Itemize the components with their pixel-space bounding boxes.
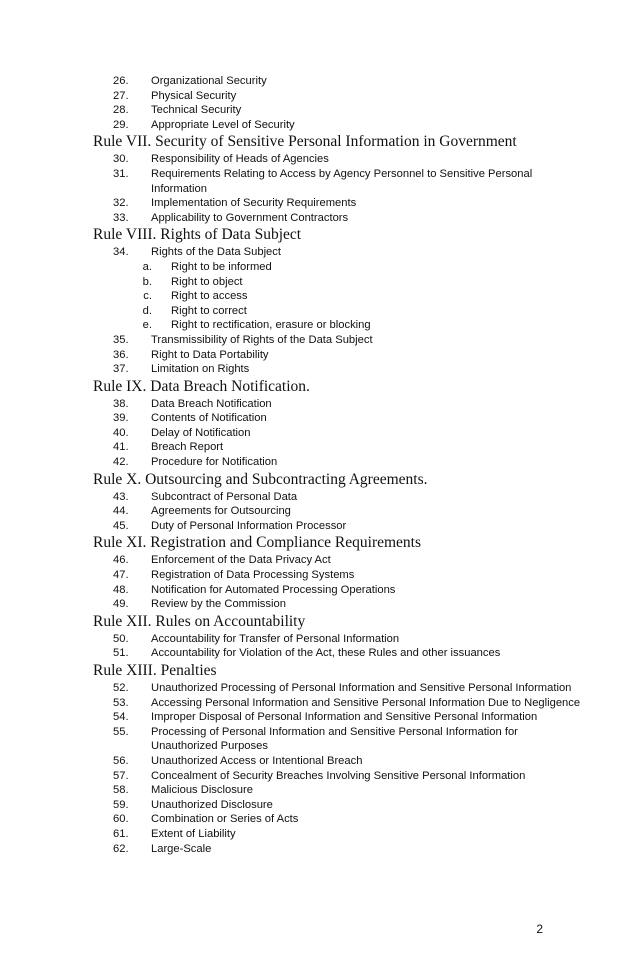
item-number: 50. [113,632,129,645]
item-title: Unauthorized Processing of Personal Information and Sensitive Personal Information [151,682,572,694]
item-title: Subcontract of Personal Data [151,490,298,503]
item-number: 43. [113,490,129,503]
rule-heading: Rule VIII. Rights of Data Subject [93,226,302,244]
page-number: 2 [536,922,543,936]
item-title: Limitation on Rights [151,363,250,376]
item-number: 41. [113,441,129,454]
toc-item [93,842,593,857]
toc-subitem [93,275,593,290]
toc-subitem [93,304,593,319]
toc-item [93,118,593,133]
item-title: Review by the Commission [151,598,286,611]
item-title: Duty of Personal Information Processor [151,519,347,532]
toc-item [93,426,593,441]
item-title: Unauthorized Disclosure [151,798,273,811]
item-title: Combination or Series of Acts [151,813,299,826]
toc-item [93,490,593,505]
toc-item [93,211,593,226]
item-title: Data Breach Notification [151,397,272,410]
toc-item [93,710,593,725]
item-number: a. [142,260,152,273]
item-number: 52. [113,682,129,694]
toc-item [93,519,593,534]
rule-heading: Rule X. Outsourcing and Subcontracting Agreements. [93,470,428,488]
item-title: Right to Data Portability [151,348,269,361]
item-title: Right to correct [171,304,247,317]
toc-item [93,583,593,598]
item-number: e. [142,319,152,332]
item-number: 39. [113,412,129,425]
item-title: Organizational Security [151,75,267,87]
item-title: Accountability for Violation of the Act, these Rules and other issuances [151,647,501,660]
toc-item [93,196,593,211]
item-number: 44. [113,505,129,518]
item-number: 57. [113,769,129,782]
toc-item [93,568,593,583]
item-title: Right to be informed [171,260,272,273]
item-number: 58. [113,784,129,797]
toc-subitem [93,318,593,333]
item-number: 32. [113,197,129,210]
rule-heading: Rule XI. Registration and Compliance Requirements [93,534,422,552]
item-number: d. [142,304,152,317]
item-number: 33. [113,211,129,224]
item-title: Delay of Notification [151,426,251,439]
item-title: Transmissibility of Rights of the Data Subject [151,333,373,346]
item-title: Accountability for Transfer of Personal Information [151,632,400,645]
toc-item [93,74,593,89]
item-title: Registration of Data Processing Systems [151,569,355,582]
item-title: Agreements for Outsourcing [151,505,291,518]
toc-item [93,783,593,798]
toc-item [93,245,593,260]
item-number: 46. [113,554,129,567]
toc-item [93,167,593,196]
item-title: Improper Disposal of Personal Information and Sensitive Personal Information [151,711,538,724]
toc-item [93,597,593,612]
item-number: 55. [113,725,129,738]
item-title: Right to access [171,290,248,303]
item-number: 56. [113,754,129,767]
item-number: 45. [113,519,129,532]
item-number: 53. [113,696,129,709]
item-number: 28. [113,104,129,117]
item-number: 48. [113,583,129,596]
toc-item [93,696,593,711]
item-title: Applicability to Government Contractors [151,211,349,224]
toc-item [93,681,593,696]
item-title: Appropriate Level of Security [151,118,295,131]
item-number: 29. [113,118,129,131]
item-number: 59. [113,798,129,811]
item-number: 61. [113,827,129,840]
toc-item [93,769,593,784]
item-title: Responsibility of Heads of Agencies [151,153,329,166]
item-number: 31. [113,167,129,180]
item-title: Technical Security [151,104,242,117]
item-number: 42. [113,456,129,469]
toc-item [93,725,593,754]
item-title: Contents of Notification [151,412,267,425]
toc-item [93,152,593,167]
item-title: Implementation of Security Requirements [151,197,357,210]
toc-item [93,103,593,118]
toc-item [93,411,593,426]
item-number: 37. [113,363,129,376]
toc-item [93,362,593,377]
toc-item [93,333,593,348]
item-number: 47. [113,569,129,582]
toc-item [93,440,593,455]
item-title: Physical Security [151,89,237,102]
toc-subitem [93,260,593,275]
rule-heading: Rule VII. Security of Sensitive Personal Information in Government [93,133,517,151]
toc-item [93,827,593,842]
rule-heading: Rule IX. Data Breach Notification. [93,377,310,395]
item-title: Concealment of Security Breaches Involving Sensitive Personal Information [151,769,526,782]
toc-item [93,89,593,104]
item-number: b. [142,275,152,288]
item-number: 30. [113,153,129,166]
item-number: 54. [113,711,129,724]
item-title: Unauthorized Access or Intentional Breach [151,754,363,767]
item-title: Procedure for Notification [151,456,278,469]
toc-item [93,504,593,519]
toc-item [93,553,593,568]
item-number: 34. [113,246,129,259]
item-number: c. [143,290,152,303]
toc-item [93,397,593,412]
toc-item [93,646,593,661]
toc-item [93,812,593,827]
item-title: Extent of Liability [151,827,236,840]
item-title: Malicious Disclosure [151,784,253,797]
item-number: 26. [113,75,129,87]
toc-item [93,798,593,813]
toc-subitem [93,289,593,304]
toc-item [93,632,593,647]
item-title: Accessing Personal Information and Sensitive Personal Information Due to Negligence [151,696,581,709]
item-title: Requirements Relating to Access by Agency Personnel to Sensitive Personal Information [151,167,533,195]
item-title: Right to object [171,275,243,288]
item-number: 36. [113,348,129,361]
toc-item [93,754,593,769]
item-number: 27. [113,89,129,102]
item-title: Notification for Automated Processing Operations [151,583,396,596]
item-title: Right to rectification, erasure or blocking [171,319,371,332]
item-number: 40. [113,426,129,439]
item-title: Processing of Personal Information and Sensitive Personal Information for Unauthorized Purposes [151,725,518,753]
item-number: 51. [113,647,129,660]
item-title: Enforcement of the Data Privacy Act [151,554,331,567]
item-number: 38. [113,397,129,410]
item-number: 35. [113,333,129,346]
item-number: 49. [113,598,129,611]
toc-item [93,348,593,363]
item-title: Rights of the Data Subject [151,246,281,259]
item-title: Breach Report [151,441,224,454]
table-of-contents [93,74,593,856]
rule-heading: Rule XIII. Penalties [93,662,217,679]
toc-item [93,455,593,470]
item-number: 62. [113,842,129,855]
item-title: Large-Scale [151,842,212,855]
rule-heading: Rule XII. Rules on Accountability [93,612,306,630]
item-number: 60. [113,813,129,826]
